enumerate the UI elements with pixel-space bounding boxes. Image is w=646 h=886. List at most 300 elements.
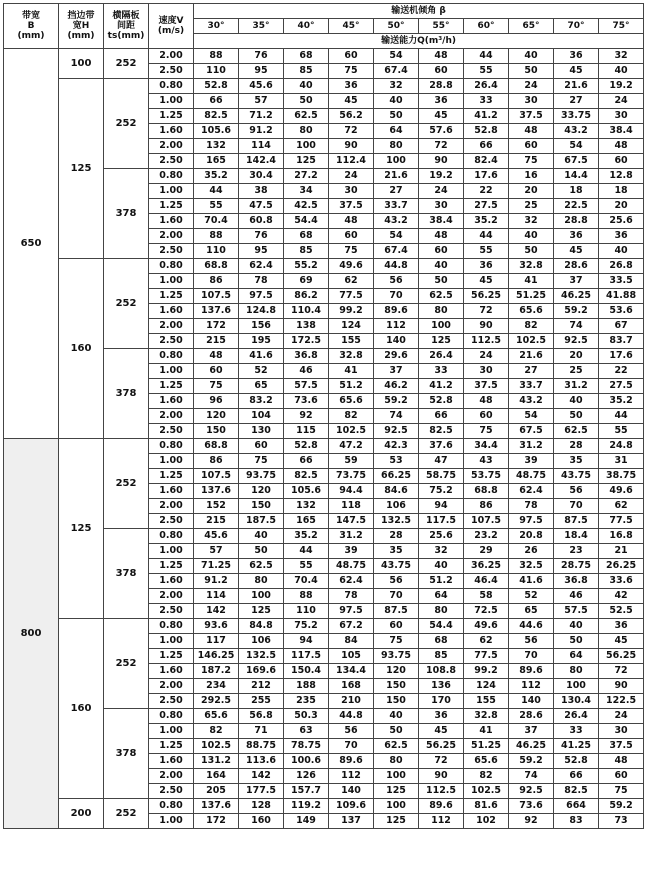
capacity-cell: 107.5 bbox=[464, 514, 509, 529]
capacity-cell: 97.5 bbox=[329, 604, 374, 619]
capacity-cell: 110.4 bbox=[284, 304, 329, 319]
capacity-cell: 23.2 bbox=[464, 529, 509, 544]
capacity-cell: 32.5 bbox=[509, 559, 554, 574]
capacity-cell: 150 bbox=[374, 679, 419, 694]
capacity-cell: 68.8 bbox=[194, 259, 239, 274]
capacity-cell: 73.6 bbox=[284, 394, 329, 409]
capacity-cell: 113.6 bbox=[239, 754, 284, 769]
capacity-cell: 92 bbox=[509, 814, 554, 829]
capacity-cell: 35 bbox=[554, 454, 599, 469]
capacity-cell: 60 bbox=[419, 244, 464, 259]
capacity-cell: 52 bbox=[509, 589, 554, 604]
capacity-cell: 27 bbox=[509, 364, 554, 379]
capacity-cell: 112 bbox=[509, 679, 554, 694]
capacity-cell: 60 bbox=[239, 439, 284, 454]
capacity-cell: 30 bbox=[419, 199, 464, 214]
capacity-cell: 42.3 bbox=[374, 439, 419, 454]
capacity-cell: 32 bbox=[599, 49, 644, 64]
capacity-cell: 54.4 bbox=[419, 619, 464, 634]
capacity-cell: 16.8 bbox=[599, 529, 644, 544]
capacity-cell: 54 bbox=[509, 409, 554, 424]
capacity-cell: 64 bbox=[374, 124, 419, 139]
speed-cell: 0.80 bbox=[149, 259, 194, 274]
capacity-cell: 142 bbox=[239, 769, 284, 784]
capacity-cell: 65.6 bbox=[329, 394, 374, 409]
capacity-cell: 24 bbox=[599, 709, 644, 724]
speed-cell: 1.00 bbox=[149, 454, 194, 469]
capacity-cell: 130 bbox=[239, 424, 284, 439]
capacity-cell: 17.6 bbox=[464, 169, 509, 184]
capacity-cell: 112 bbox=[329, 769, 374, 784]
capacity-cell: 102.5 bbox=[509, 334, 554, 349]
capacity-cell: 40 bbox=[419, 559, 464, 574]
capacity-cell: 33.7 bbox=[509, 379, 554, 394]
capacity-cell: 132 bbox=[284, 499, 329, 514]
capacity-cell: 77.5 bbox=[464, 649, 509, 664]
capacity-cell: 50 bbox=[374, 724, 419, 739]
capacity-cell: 215 bbox=[194, 514, 239, 529]
capacity-cell: 59.2 bbox=[509, 754, 554, 769]
capacity-cell: 72 bbox=[419, 139, 464, 154]
capacity-cell: 27 bbox=[374, 184, 419, 199]
capacity-cell: 20 bbox=[554, 349, 599, 364]
capacity-cell: 50 bbox=[554, 634, 599, 649]
capacity-cell: 36.8 bbox=[284, 349, 329, 364]
capacity-cell: 51.25 bbox=[464, 739, 509, 754]
capacity-cell: 177.5 bbox=[239, 784, 284, 799]
capacity-cell: 86 bbox=[464, 499, 509, 514]
capacity-cell: 54 bbox=[374, 49, 419, 64]
capacity-cell: 73 bbox=[599, 814, 644, 829]
capacity-cell: 57 bbox=[239, 94, 284, 109]
speed-cell: 1.00 bbox=[149, 814, 194, 829]
capacity-cell: 59.2 bbox=[554, 304, 599, 319]
capacity-cell: 67.2 bbox=[329, 619, 374, 634]
capacity-cell: 55.2 bbox=[284, 259, 329, 274]
capacity-cell: 70 bbox=[374, 589, 419, 604]
capacity-cell: 30 bbox=[329, 184, 374, 199]
capacity-cell: 156 bbox=[239, 319, 284, 334]
capacity-cell: 96 bbox=[194, 394, 239, 409]
capacity-cell: 56.2 bbox=[329, 109, 374, 124]
capacity-cell: 664 bbox=[554, 799, 599, 814]
capacity-cell: 50 bbox=[509, 244, 554, 259]
capacity-cell: 57 bbox=[194, 544, 239, 559]
capacity-cell: 36 bbox=[599, 619, 644, 634]
speed-cell: 0.80 bbox=[149, 529, 194, 544]
capacity-cell: 26.25 bbox=[599, 559, 644, 574]
capacity-cell: 51.2 bbox=[419, 574, 464, 589]
speed-cell: 1.00 bbox=[149, 364, 194, 379]
capacity-cell: 53 bbox=[374, 454, 419, 469]
capacity-cell: 75.2 bbox=[284, 619, 329, 634]
capacity-cell: 52.8 bbox=[419, 394, 464, 409]
capacity-cell: 82.5 bbox=[419, 424, 464, 439]
capacity-cell: 125 bbox=[284, 154, 329, 169]
capacity-cell: 33.5 bbox=[599, 274, 644, 289]
capacity-cell: 90 bbox=[419, 154, 464, 169]
capacity-cell: 165 bbox=[194, 154, 239, 169]
partition-spacing-cell: 252 bbox=[104, 79, 149, 169]
capacity-cell: 28.6 bbox=[554, 259, 599, 274]
capacity-cell: 91.2 bbox=[194, 574, 239, 589]
capacity-cell: 48 bbox=[599, 139, 644, 154]
capacity-cell: 62 bbox=[464, 634, 509, 649]
capacity-cell: 25 bbox=[509, 199, 554, 214]
capacity-cell: 105 bbox=[329, 649, 374, 664]
skirt-height-cell: 125 bbox=[59, 439, 104, 619]
capacity-cell: 36 bbox=[554, 229, 599, 244]
capacity-cell: 40 bbox=[374, 94, 419, 109]
capacity-cell: 52.8 bbox=[194, 79, 239, 94]
capacity-cell: 48 bbox=[509, 124, 554, 139]
capacity-cell: 91.2 bbox=[239, 124, 284, 139]
capacity-cell: 48 bbox=[464, 394, 509, 409]
speed-cell: 2.50 bbox=[149, 334, 194, 349]
belt-width-cell: 650 bbox=[4, 49, 59, 439]
capacity-cell: 57.5 bbox=[284, 379, 329, 394]
capacity-cell: 149 bbox=[284, 814, 329, 829]
capacity-cell: 106 bbox=[239, 634, 284, 649]
capacity-cell: 132 bbox=[194, 139, 239, 154]
capacity-cell: 69 bbox=[284, 274, 329, 289]
capacity-cell: 83 bbox=[554, 814, 599, 829]
capacity-cell: 81.6 bbox=[464, 799, 509, 814]
capacity-cell: 18 bbox=[554, 184, 599, 199]
capacity-cell: 44.8 bbox=[374, 259, 419, 274]
capacity-cell: 75 bbox=[374, 634, 419, 649]
capacity-cell: 110 bbox=[194, 64, 239, 79]
capacity-cell: 26.4 bbox=[419, 349, 464, 364]
speed-cell: 0.80 bbox=[149, 619, 194, 634]
speed-cell: 1.25 bbox=[149, 469, 194, 484]
speed-cell: 2.00 bbox=[149, 139, 194, 154]
capacity-cell: 32 bbox=[419, 544, 464, 559]
capacity-cell: 142.4 bbox=[239, 154, 284, 169]
capacity-cell: 72 bbox=[464, 304, 509, 319]
capacity-cell: 73.75 bbox=[329, 469, 374, 484]
capacity-cell: 26.8 bbox=[599, 259, 644, 274]
capacity-cell: 62.4 bbox=[239, 259, 284, 274]
speed-cell: 1.60 bbox=[149, 754, 194, 769]
capacity-cell: 120 bbox=[374, 664, 419, 679]
skirt-height-cell: 200 bbox=[59, 799, 104, 829]
capacity-cell: 60 bbox=[329, 49, 374, 64]
partition-spacing-cell: 252 bbox=[104, 439, 149, 529]
capacity-cell: 140 bbox=[329, 784, 374, 799]
capacity-cell: 114 bbox=[194, 589, 239, 604]
capacity-cell: 44 bbox=[284, 544, 329, 559]
capacity-cell: 20 bbox=[509, 184, 554, 199]
capacity-cell: 48 bbox=[194, 349, 239, 364]
header-angle: 60° bbox=[464, 19, 509, 34]
capacity-cell: 75 bbox=[329, 64, 374, 79]
speed-cell: 0.80 bbox=[149, 799, 194, 814]
capacity-cell: 49.6 bbox=[464, 619, 509, 634]
capacity-cell: 24 bbox=[329, 169, 374, 184]
capacity-cell: 45 bbox=[419, 109, 464, 124]
capacity-cell: 55 bbox=[599, 424, 644, 439]
capacity-cell: 165 bbox=[284, 514, 329, 529]
capacity-cell: 45 bbox=[419, 724, 464, 739]
capacity-cell: 124 bbox=[464, 679, 509, 694]
speed-cell: 1.25 bbox=[149, 289, 194, 304]
capacity-cell: 22 bbox=[599, 364, 644, 379]
capacity-cell: 60 bbox=[599, 769, 644, 784]
capacity-cell: 68 bbox=[284, 229, 329, 244]
capacity-cell: 62.4 bbox=[509, 484, 554, 499]
capacity-cell: 150.4 bbox=[284, 664, 329, 679]
speed-cell: 2.50 bbox=[149, 604, 194, 619]
capacity-cell: 40 bbox=[284, 79, 329, 94]
capacity-cell: 50 bbox=[419, 274, 464, 289]
belt-width-cell: 800 bbox=[4, 439, 59, 829]
capacity-cell: 47.2 bbox=[329, 439, 374, 454]
speed-cell: 1.25 bbox=[149, 109, 194, 124]
capacity-cell: 80 bbox=[374, 754, 419, 769]
capacity-cell: 68.8 bbox=[464, 484, 509, 499]
capacity-cell: 73.6 bbox=[509, 799, 554, 814]
capacity-cell: 56 bbox=[374, 574, 419, 589]
capacity-cell: 85 bbox=[284, 244, 329, 259]
capacity-cell: 107.5 bbox=[194, 469, 239, 484]
capacity-cell: 60 bbox=[374, 619, 419, 634]
capacity-cell: 88 bbox=[194, 229, 239, 244]
capacity-cell: 134.4 bbox=[329, 664, 374, 679]
capacity-cell: 205 bbox=[194, 784, 239, 799]
speed-cell: 2.00 bbox=[149, 409, 194, 424]
capacity-cell: 58.75 bbox=[419, 469, 464, 484]
capacity-cell: 33.75 bbox=[554, 109, 599, 124]
capacity-cell: 31.2 bbox=[554, 379, 599, 394]
capacity-cell: 48 bbox=[419, 49, 464, 64]
capacity-cell: 150 bbox=[374, 694, 419, 709]
capacity-cell: 62.5 bbox=[419, 289, 464, 304]
capacity-cell: 130.4 bbox=[554, 694, 599, 709]
capacity-cell: 120 bbox=[194, 409, 239, 424]
capacity-cell: 117.5 bbox=[419, 514, 464, 529]
capacity-cell: 70 bbox=[374, 289, 419, 304]
capacity-cell: 92.5 bbox=[374, 424, 419, 439]
capacity-cell: 24 bbox=[419, 184, 464, 199]
capacity-cell: 52 bbox=[239, 364, 284, 379]
capacity-cell: 38.4 bbox=[419, 214, 464, 229]
capacity-cell: 164 bbox=[194, 769, 239, 784]
capacity-cell: 28 bbox=[554, 439, 599, 454]
capacity-cell: 88.75 bbox=[239, 739, 284, 754]
capacity-cell: 33.6 bbox=[599, 574, 644, 589]
capacity-cell: 21 bbox=[599, 544, 644, 559]
capacity-cell: 62.5 bbox=[554, 424, 599, 439]
speed-cell: 1.60 bbox=[149, 304, 194, 319]
capacity-cell: 41.88 bbox=[599, 289, 644, 304]
capacity-cell: 74 bbox=[509, 769, 554, 784]
capacity-cell: 100 bbox=[374, 769, 419, 784]
capacity-cell: 59 bbox=[329, 454, 374, 469]
header-angle: 50° bbox=[374, 19, 419, 34]
capacity-cell: 51.25 bbox=[509, 289, 554, 304]
capacity-cell: 33 bbox=[464, 94, 509, 109]
capacity-cell: 142 bbox=[194, 604, 239, 619]
capacity-cell: 36 bbox=[329, 79, 374, 94]
capacity-cell: 26.4 bbox=[554, 709, 599, 724]
capacity-cell: 20.8 bbox=[509, 529, 554, 544]
capacity-cell: 172 bbox=[194, 814, 239, 829]
capacity-cell: 95 bbox=[239, 244, 284, 259]
capacity-cell: 55 bbox=[284, 559, 329, 574]
capacity-cell: 41.6 bbox=[239, 349, 284, 364]
capacity-cell: 32.8 bbox=[509, 259, 554, 274]
capacity-cell: 140 bbox=[374, 334, 419, 349]
capacity-cell: 33 bbox=[419, 364, 464, 379]
capacity-cell: 46 bbox=[554, 589, 599, 604]
capacity-cell: 75 bbox=[194, 379, 239, 394]
capacity-cell: 45.6 bbox=[239, 79, 284, 94]
table-row bbox=[4, 619, 644, 634]
header-partition-spacing: 横隔板 间距 ts(mm) bbox=[104, 4, 149, 49]
capacity-cell: 64 bbox=[419, 589, 464, 604]
capacity-cell: 55 bbox=[464, 244, 509, 259]
capacity-cell: 124 bbox=[329, 319, 374, 334]
capacity-cell: 120 bbox=[239, 484, 284, 499]
capacity-cell: 100 bbox=[554, 679, 599, 694]
capacity-cell: 47.5 bbox=[239, 199, 284, 214]
capacity-cell: 56.8 bbox=[239, 709, 284, 724]
conveyor-capacity-table bbox=[3, 3, 644, 829]
capacity-cell: 43.2 bbox=[374, 214, 419, 229]
capacity-cell: 37 bbox=[554, 274, 599, 289]
capacity-cell: 50 bbox=[284, 94, 329, 109]
capacity-cell: 82 bbox=[194, 724, 239, 739]
capacity-cell: 112 bbox=[419, 814, 464, 829]
speed-cell: 1.00 bbox=[149, 724, 194, 739]
capacity-cell: 53.6 bbox=[599, 304, 644, 319]
capacity-cell: 100.6 bbox=[284, 754, 329, 769]
capacity-cell: 97.5 bbox=[239, 289, 284, 304]
capacity-cell: 78 bbox=[239, 274, 284, 289]
capacity-cell: 62.5 bbox=[284, 109, 329, 124]
speed-cell: 0.80 bbox=[149, 349, 194, 364]
skirt-height-cell: 100 bbox=[59, 49, 104, 79]
capacity-cell: 82 bbox=[464, 769, 509, 784]
capacity-cell: 43.75 bbox=[374, 559, 419, 574]
capacity-cell: 38 bbox=[239, 184, 284, 199]
capacity-cell: 76 bbox=[239, 229, 284, 244]
capacity-cell: 122.5 bbox=[599, 694, 644, 709]
capacity-cell: 170 bbox=[419, 694, 464, 709]
capacity-cell: 235 bbox=[284, 694, 329, 709]
capacity-cell: 117.5 bbox=[284, 649, 329, 664]
partition-spacing-cell: 252 bbox=[104, 619, 149, 709]
capacity-cell: 46.25 bbox=[554, 289, 599, 304]
capacity-cell: 32 bbox=[374, 79, 419, 94]
speed-cell: 1.00 bbox=[149, 94, 194, 109]
capacity-cell: 86.2 bbox=[284, 289, 329, 304]
capacity-cell: 66 bbox=[464, 139, 509, 154]
capacity-cell: 41.25 bbox=[554, 739, 599, 754]
capacity-cell: 67 bbox=[599, 319, 644, 334]
capacity-cell: 100 bbox=[239, 589, 284, 604]
capacity-cell: 30 bbox=[509, 94, 554, 109]
capacity-cell: 54 bbox=[374, 229, 419, 244]
capacity-cell: 60 bbox=[419, 64, 464, 79]
capacity-cell: 102 bbox=[464, 814, 509, 829]
capacity-cell: 99.2 bbox=[329, 304, 374, 319]
capacity-cell: 54.4 bbox=[284, 214, 329, 229]
capacity-cell: 70.4 bbox=[284, 574, 329, 589]
capacity-cell: 41 bbox=[329, 364, 374, 379]
capacity-cell: 67.5 bbox=[554, 154, 599, 169]
capacity-cell: 112.4 bbox=[329, 154, 374, 169]
speed-cell: 2.00 bbox=[149, 769, 194, 784]
capacity-cell: 32.8 bbox=[464, 709, 509, 724]
capacity-cell: 100 bbox=[374, 154, 419, 169]
capacity-cell: 37.6 bbox=[419, 439, 464, 454]
capacity-cell: 36.8 bbox=[554, 574, 599, 589]
capacity-cell: 21.6 bbox=[374, 169, 419, 184]
capacity-cell: 25.6 bbox=[419, 529, 464, 544]
capacity-cell: 39 bbox=[329, 544, 374, 559]
capacity-cell: 292.5 bbox=[194, 694, 239, 709]
skirt-height-cell: 125 bbox=[59, 79, 104, 259]
capacity-cell: 172 bbox=[194, 319, 239, 334]
speed-cell: 1.25 bbox=[149, 649, 194, 664]
capacity-cell: 60 bbox=[329, 229, 374, 244]
capacity-cell: 70 bbox=[329, 739, 374, 754]
capacity-cell: 74 bbox=[554, 319, 599, 334]
capacity-cell: 42 bbox=[599, 589, 644, 604]
speed-cell: 1.60 bbox=[149, 124, 194, 139]
speed-cell: 1.60 bbox=[149, 664, 194, 679]
capacity-cell: 210 bbox=[329, 694, 374, 709]
capacity-cell: 68.8 bbox=[194, 439, 239, 454]
speed-cell: 0.80 bbox=[149, 439, 194, 454]
capacity-cell: 48 bbox=[329, 214, 374, 229]
header-capacity: 输送能力Q(m³/h) bbox=[194, 34, 644, 49]
capacity-cell: 155 bbox=[464, 694, 509, 709]
speed-cell: 2.00 bbox=[149, 319, 194, 334]
capacity-cell: 42.5 bbox=[284, 199, 329, 214]
capacity-cell: 131.2 bbox=[194, 754, 239, 769]
capacity-cell: 67.4 bbox=[374, 64, 419, 79]
capacity-cell: 53.75 bbox=[464, 469, 509, 484]
capacity-cell: 86 bbox=[194, 274, 239, 289]
capacity-cell: 105.6 bbox=[194, 124, 239, 139]
capacity-cell: 83.2 bbox=[239, 394, 284, 409]
capacity-cell: 80 bbox=[374, 139, 419, 154]
capacity-cell: 90 bbox=[599, 679, 644, 694]
capacity-cell: 160 bbox=[239, 814, 284, 829]
capacity-cell: 46.25 bbox=[509, 739, 554, 754]
capacity-cell: 82.4 bbox=[464, 154, 509, 169]
capacity-cell: 215 bbox=[194, 334, 239, 349]
speed-cell: 2.50 bbox=[149, 784, 194, 799]
capacity-cell: 150 bbox=[239, 499, 284, 514]
capacity-cell: 67.5 bbox=[509, 424, 554, 439]
header-angle: 75° bbox=[599, 19, 644, 34]
capacity-cell: 89.6 bbox=[329, 754, 374, 769]
capacity-cell: 126 bbox=[284, 769, 329, 784]
capacity-cell: 74 bbox=[374, 409, 419, 424]
capacity-cell: 115 bbox=[284, 424, 329, 439]
capacity-cell: 62 bbox=[599, 499, 644, 514]
capacity-cell: 25.6 bbox=[599, 214, 644, 229]
capacity-cell: 43.2 bbox=[509, 394, 554, 409]
capacity-cell: 28 bbox=[374, 529, 419, 544]
capacity-cell: 14.4 bbox=[554, 169, 599, 184]
capacity-cell: 40 bbox=[554, 619, 599, 634]
speed-cell: 2.50 bbox=[149, 424, 194, 439]
